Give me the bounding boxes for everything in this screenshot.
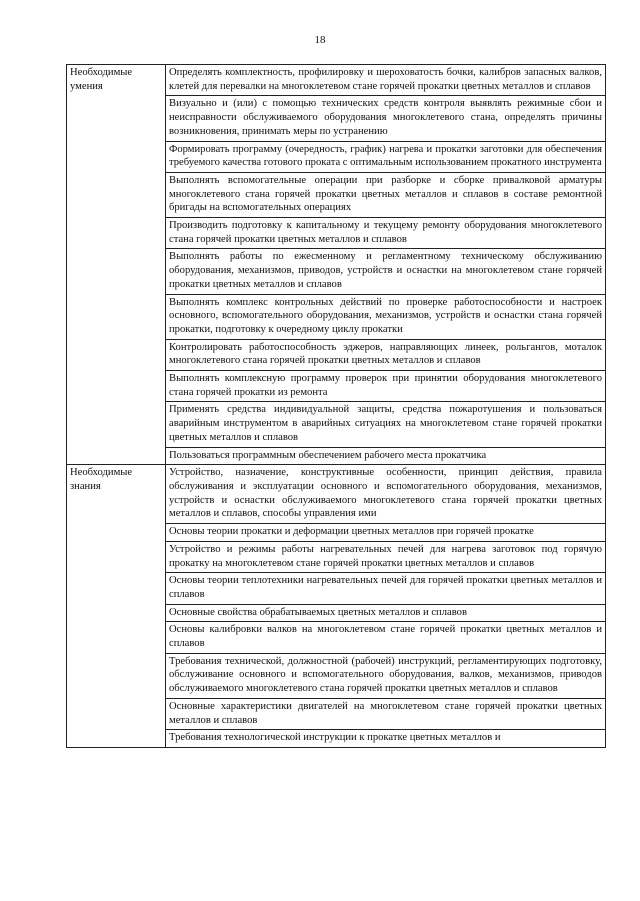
requirement-cell: Выполнять комплексную программу проверок при принятии оборудования многоклетевого стана горячей прокатки из ремонта [166,371,606,402]
page-number: 18 [314,34,326,46]
requirement-cell: Производить подготовку к капитальному и текущему ремонту оборудования многоклетевого стана горячей прокатки цветных металлов и сплавов [166,218,606,249]
requirement-cell: Пользоваться программным обеспечением рабочего места прокатчика [166,447,606,465]
requirement-cell: Применять средства индивидуальной защиты, средства пожаротушения и пользоваться аварийным инструментом в аварийных ситуациях на многоклетевом стане горячей прокатки цветных металлов и сплавов [166,402,606,447]
table-row [67,65,606,96]
requirement-cell: Выполнять работы по ежесменному и регламентному техническому обслуживанию оборудования, механизмов, приводов, устройств и оснастки на многоклетевом стане горячей прокатки цветных металлов и сплавов [166,249,606,294]
requirement-cell: Основы теории теплотехники нагревательных печей для горячей прокатки цветных металлов и сплавов [166,573,606,604]
requirement-cell: Основы теории прокатки и деформации цветных металлов при горячей прокатке [166,524,606,542]
requirement-cell: Требования технологической инструкции к прокатке цветных металлов и [166,730,606,748]
table-body [67,65,606,748]
qualification-table [66,64,606,748]
requirement-cell: Основные характеристики двигателей на многоклетевом стане горячей прокатки цветных металлов и сплавов [166,698,606,729]
section-label: Необходимые знания [67,465,166,748]
requirement-cell: Основы калибровки валков на многоклетевом стане горячей прокатки цветных металлов и сплавов [166,622,606,653]
requirement-cell: Основные свойства обрабатываемых цветных металлов и сплавов [166,604,606,622]
requirement-cell: Контролировать работоспособность эджеров, направляющих линеек, рольгангов, моталок многоклетевого стана горячей прокатки цветных металлов и сплавов [166,339,606,370]
requirement-cell: Устройство и режимы работы нагревательных печей для нагрева заготовок под горячую прокатку на многоклетевом стане горячей прокатки цветных металлов и сплавов [166,541,606,572]
requirement-cell: Визуально и (или) с помощью технических средств контроля выявлять режимные сбои и неисправности обслуживаемого оборудования многоклетевого стана, определять причины возникновения, принимать меры по устранению [166,96,606,141]
requirement-cell: Выполнять комплекс контрольных действий по проверке работоспособности и настроек основного, вспомогательного оборудования, механизмов, устройств и оснастки стана горячей прокатки, подготовку к очередному циклу прокатки [166,294,606,339]
requirement-cell: Формировать программу (очередность, график) нагрева и прокатки заготовки для обеспечения требуемого качества готового проката с оптимальным использованием прокатного инструмента [166,141,606,172]
requirement-cell: Выполнять вспомогательные операции при разборке и сборке привалковой арматуры многоклетевого стана горячей прокатки цветных металлов и сплавов в составе ремонтной бригады на вспомогательных операциях [166,172,606,217]
requirement-cell: Устройство, назначение, конструктивные особенности, принцип действия, правила обслуживания и эксплуатации основного и вспомогательного оборудования, механизмов, устройств и оснастки обслуживаемого многоклетевого стана горячей прокатки цветных металлов и сплавов, способы управления ими [166,465,606,524]
requirement-cell: Требования технической, должностной (рабочей) инструкций, регламентирующих подготовку, обслуживание основного и вспомогательного оборудования, валков, механизмов, приводов обслуживаемого многоклетевого стана горячей прокатки цветных металлов и сплавов [166,653,606,698]
requirement-cell: Определять комплектность, профилировку и шероховатость бочки, калибров запасных валков, клетей для перевалки на многоклетевом стане горячей прокатки цветных металлов и сплавов [166,65,606,96]
table-row [67,465,606,524]
section-label: Необходимые умения [67,65,166,465]
